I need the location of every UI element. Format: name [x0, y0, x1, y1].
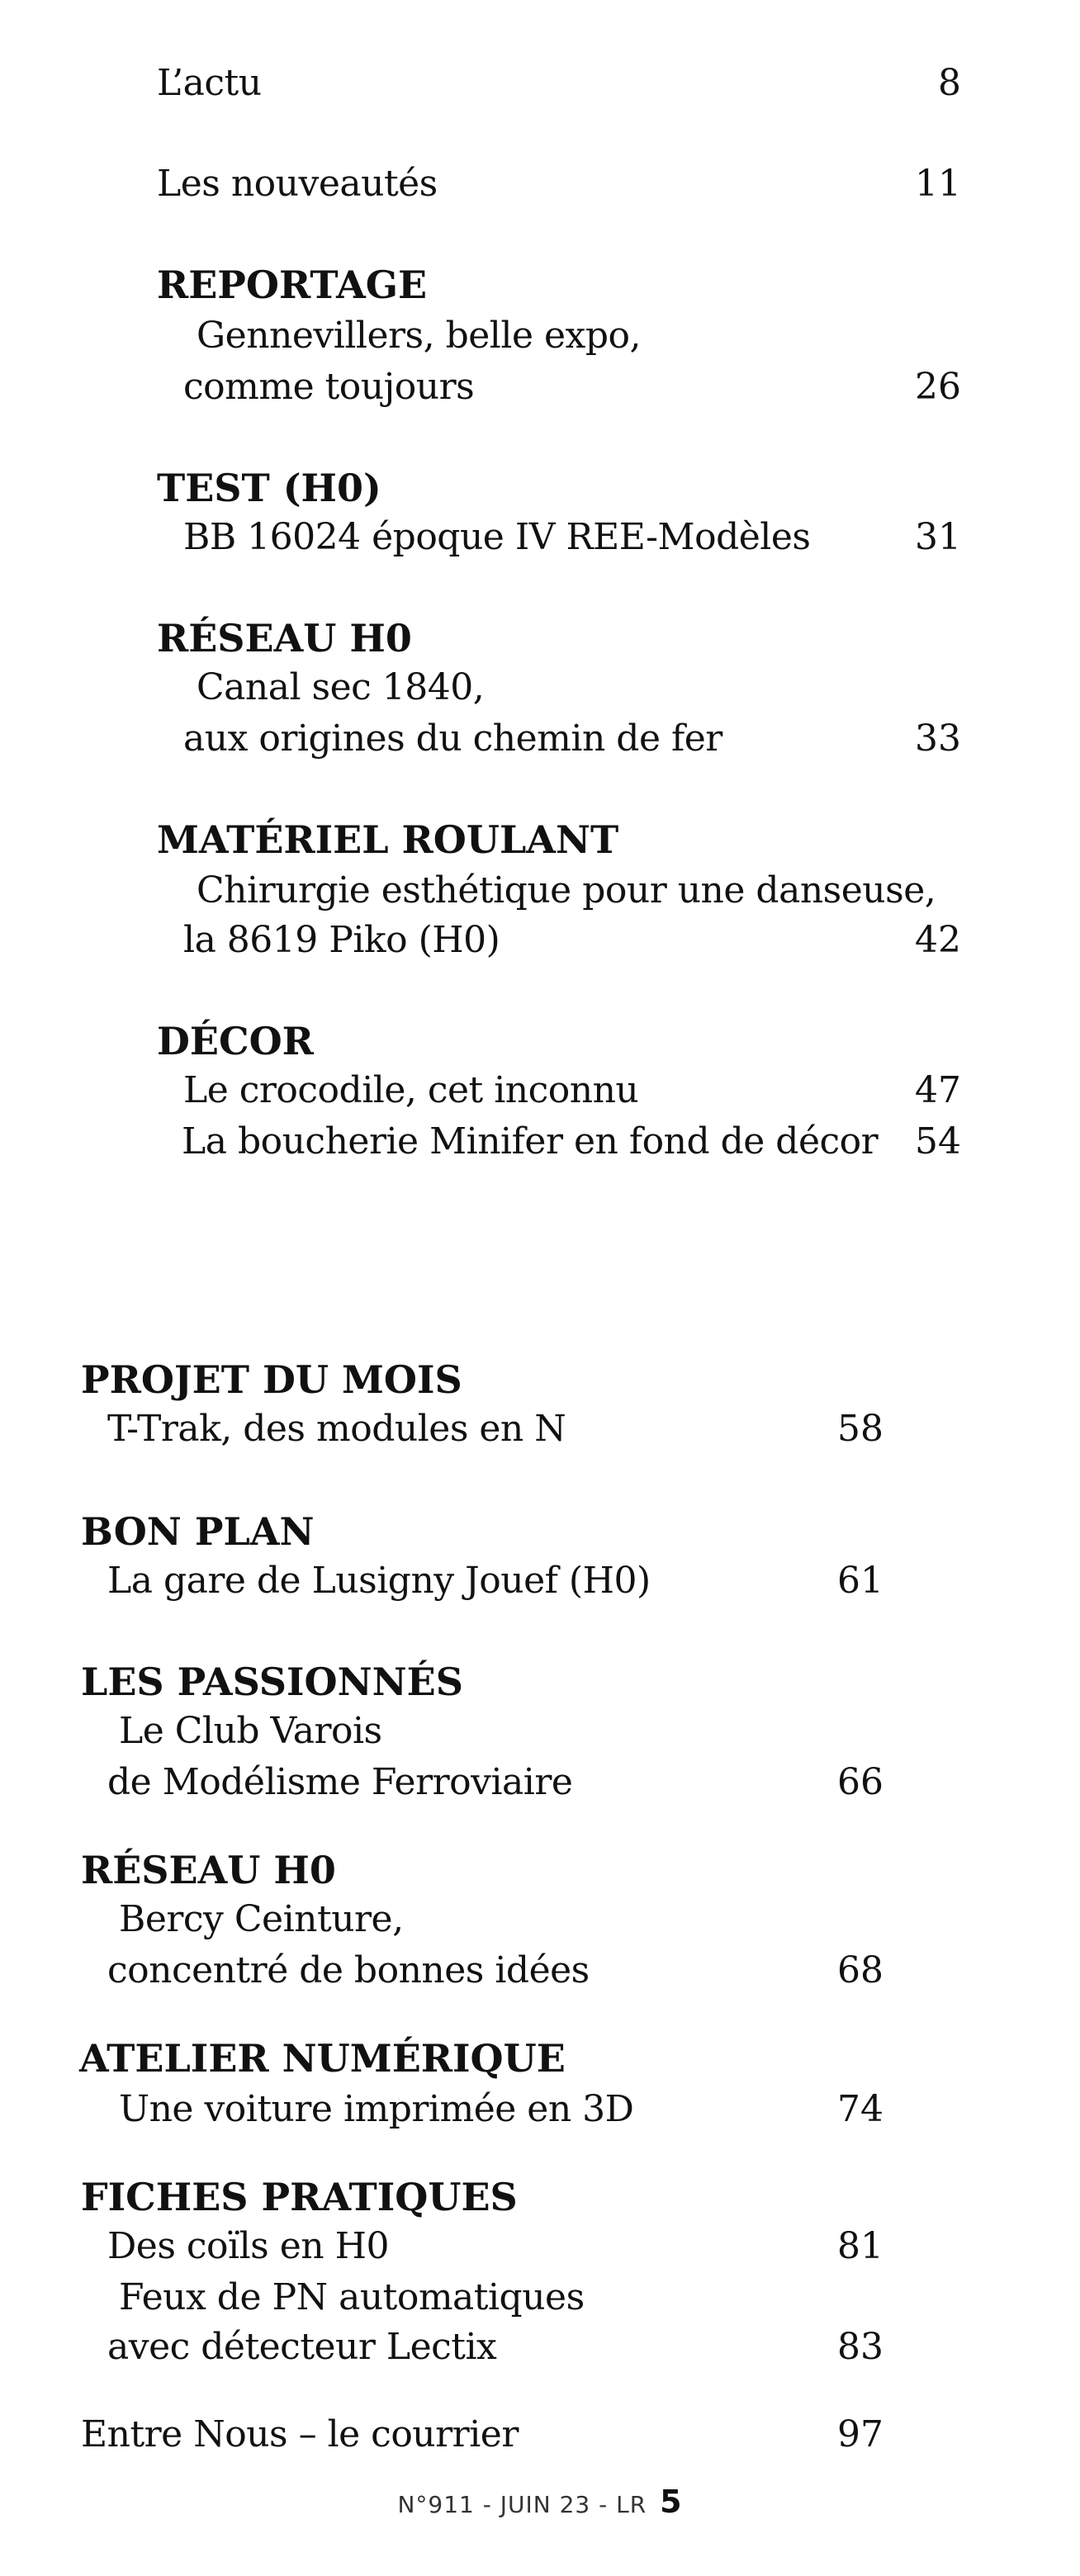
section-heading-reseau: RÉSEAU H0 [81, 1848, 336, 1892]
section-heading-materiel-roulant: MATÉRIEL ROULANT [157, 817, 619, 862]
page-number: 58 [837, 1408, 883, 1450]
section-heading-les-passionnes: LES PASSIONNÉS [81, 1660, 463, 1704]
toc-entry-title: Une voiture imprimée en 3D [119, 2088, 634, 2130]
toc-entry-title: comme toujours [183, 366, 475, 408]
toc-entry-title: Des coïls en H0 [107, 2225, 389, 2267]
page-footer [0, 2484, 1080, 2520]
page-number: 54 [915, 1120, 961, 1163]
toc-entry-title: concentré de bonnes idées [107, 1949, 590, 1991]
toc-entry-title: Bercy Ceinture, [119, 1898, 404, 1940]
toc-entry-title: La boucherie Minifer en fond de décor [182, 1120, 879, 1163]
page-number: 8 [938, 62, 961, 104]
page-number: 66 [837, 1761, 883, 1803]
section-heading-bon-plan: BON PLAN [81, 1509, 315, 1554]
section-heading-reportage: REPORTAGE [157, 263, 428, 307]
section-heading-projet-du-mois: PROJET DU MOIS [81, 1357, 462, 1402]
page-number: 47 [915, 1069, 961, 1111]
toc-entry-title: Chirurgie esthétique pour une danseuse, [197, 869, 936, 912]
toc-entry-title: Le crocodile, cet inconnu [183, 1069, 639, 1111]
page-number: 97 [837, 2413, 883, 2455]
toc-entry-title: la 8619 Piko (H0) [183, 919, 500, 961]
page-number: 11 [915, 163, 961, 205]
toc-entry-title: Gennevillers, belle expo, [197, 315, 641, 357]
toc-entry-title: Canal sec 1840, [197, 666, 485, 708]
page-number: 42 [915, 919, 961, 961]
toc-entry-title: BB 16024 époque IV REE-Modèles [183, 516, 811, 558]
section-heading-decor: DÉCOR [157, 1019, 314, 1063]
section-heading-reseau: RÉSEAU H0 [157, 616, 412, 661]
section-heading-test: TEST (H0) [157, 466, 381, 510]
page-number: 83 [837, 2326, 883, 2368]
page-number: 31 [915, 516, 961, 558]
section-heading-fiches-pratiques: FICHES PRATIQUES [81, 2175, 518, 2219]
toc-entry-title: T-Trak, des modules en N [107, 1408, 566, 1450]
section-heading-atelier-numerique: ATELIER NUMÉRIQUE [79, 2036, 566, 2081]
toc-entry-title: Feux de PN automatiques [119, 2276, 585, 2318]
toc-entry-title: Le Club Varois [119, 1710, 382, 1752]
toc-entry-entre-nous: Entre Nous – le courrier [81, 2413, 519, 2455]
toc-entry-title: aux origines du chemin de fer [183, 717, 722, 760]
page-number: 61 [837, 1560, 883, 1602]
page-number: 81 [837, 2225, 883, 2267]
toc-entry-nouveautes: Les nouveautés [157, 163, 438, 205]
issue-info: N°911 - JUIN 23 - LR [397, 2491, 647, 2518]
toc-entry-title: La gare de Lusigny Jouef (H0) [107, 1560, 651, 1602]
page-number: 26 [915, 366, 961, 408]
folio-number: 5 [660, 2484, 683, 2520]
page-number: 68 [837, 1949, 883, 1991]
toc-entry-title: avec détecteur Lectix [107, 2326, 497, 2368]
page-number: 74 [837, 2088, 883, 2130]
toc-entry-title: de Modélisme Ferroviaire [107, 1761, 573, 1803]
toc-entry-lactu: L’actu [157, 62, 262, 104]
page-number: 33 [915, 717, 961, 760]
